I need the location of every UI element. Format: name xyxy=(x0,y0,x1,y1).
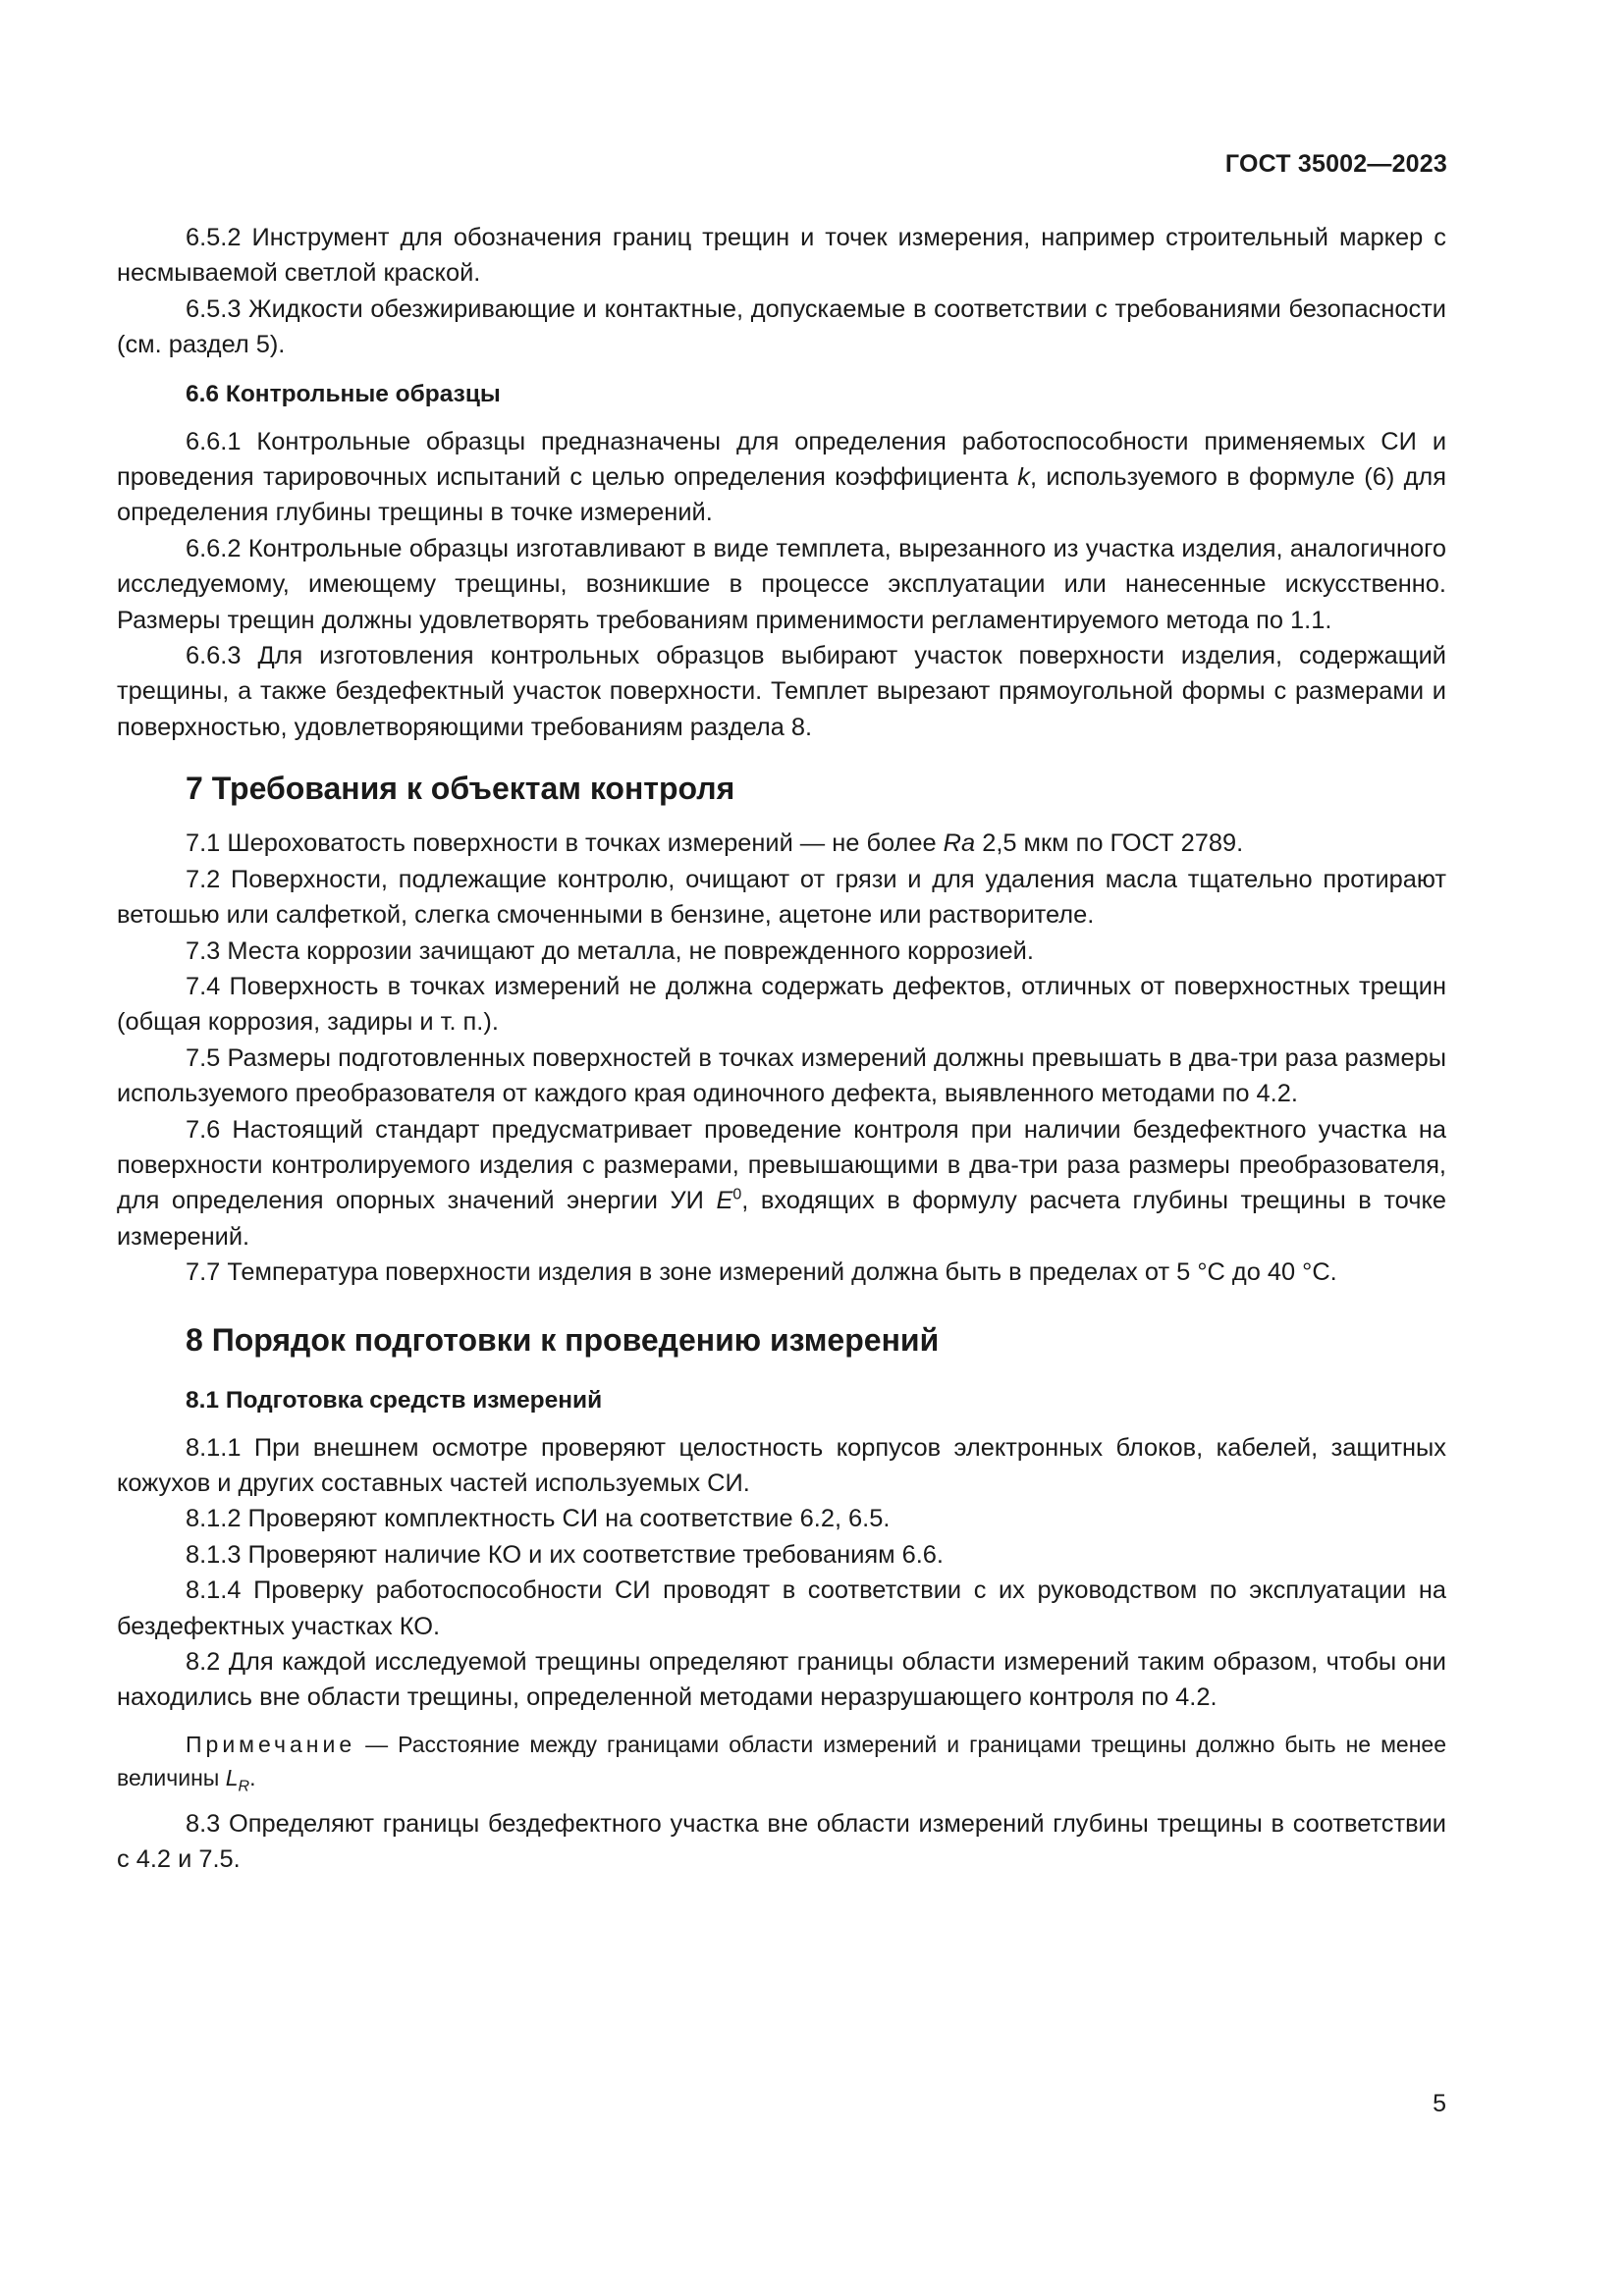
page-content xyxy=(117,220,1446,1878)
paragraph-8-3: 8.3 Определяют границы бездефектного участка вне области измерений глубины трещины в соответствии с 4.2 и 7.5. xyxy=(117,1809,1446,1874)
paragraph-7-7: 7.7 Температура поверхности изделия в зоне измерений должна быть в пределах от 5 °С до 40 °С. xyxy=(186,1258,1337,1287)
paragraph-6-5-2: 6.5.2 Инструмент для обозначения границ трещин и точек измерения, например строительный маркер с несмываемой светлой краской. xyxy=(117,224,1446,288)
paragraph-8-2: 8.2 Для каждой исследуемой трещины определяют границы области измерений таким образом, чтобы они находились вне области трещины, определенной методами неразрушающего контроля по 4.2. xyxy=(117,1648,1446,1712)
paragraph-8-1-2: 8.1.2 Проверяют комплектность СИ на соответствие 6.2, 6.5. xyxy=(186,1505,891,1533)
paragraph-7-4: 7.4 Поверхность в точках измерений не должна содержать дефектов, отличных от поверхностных трещин (общая коррозия, задиры и т. п.). xyxy=(117,972,1446,1037)
paragraph-7-5: 7.5 Размеры подготовленных поверхностей в точках измерений должны превышать в два-три раза размеры используемого преобразователя от каждого края одиночного дефекта, выявленного методами по 4.2. xyxy=(117,1043,1446,1108)
note-label: Примечание xyxy=(186,1731,356,1757)
paragraph-7-2: 7.2 Поверхности, подлежащие контролю, очищают от грязи и для удаления масла тщательно протирают ветошью или салфеткой, слегка смоченными в бензине, ацетоне или растворителе. xyxy=(117,865,1446,930)
paragraph-8-1-1: 8.1.1 При внешнем осмотре проверяют целостность корпусов электронных блоков, кабелей, защитных кожухов и других составных частей используемых СИ. xyxy=(117,1433,1446,1497)
paragraph-7-1: 7.1 Шероховатость поверхности в точках измерений — не более Ra 2,5 мкм по ГОСТ 2789. xyxy=(186,829,1244,858)
paragraph-6-5-3: 6.5.3 Жидкости обезжиривающие и контактные, допускаемые в соответствии с требованиями безопасности (см. раздел 5). xyxy=(117,294,1446,359)
paragraph-7-6: 7.6 Настоящий стандарт предусматривает проведение контроля при наличии бездефектного участка на поверхности контролируемого изделия с размерами, превышающими в два-три раза размеры преобразователя, для определения опорных значений энергии УИ $E^0$, входящих в формулу расчета глубины трещины в точке измерений. xyxy=(117,1115,1446,1251)
subsection-heading-8-1: 8.1 Подготовка средств измерений xyxy=(186,1386,603,1414)
subsection-heading-6-6: 6.6 Контрольные образцы xyxy=(186,380,501,407)
section-heading-7: 7 Требования к объектам контроля xyxy=(186,771,735,807)
page-number: 5 xyxy=(1433,2090,1446,2117)
section-heading-8: 8 Порядок подготовки к проведению измерений xyxy=(186,1321,940,1358)
paragraph-6-6-3: 6.6.3 Для изготовления контрольных образцов выбирают участок поверхности изделия, содержащий трещины, а также бездефектный участок поверхности. Темплет вырезают прямоугольной формы с размерами и поверхностью, удовлетворяющими требованиям раздела 8. xyxy=(117,642,1446,741)
paragraph-7-3: 7.3 Места коррозии зачищают до металла, не поврежденного коррозией. xyxy=(186,936,1034,965)
document-id-header: ГОСТ 35002—2023 xyxy=(1224,150,1447,178)
paragraph-8-1-4: 8.1.4 Проверку работоспособности СИ проводят в соответствии с их руководством по эксплуатации на бездефектных участках КО. xyxy=(117,1576,1446,1640)
note: Примечание — Расстояние между границами области измерений и границами трещины должно быть не менее величины $L_R$. xyxy=(117,1731,1446,1795)
paragraph-8-1-3: 8.1.3 Проверяют наличие КО и их соответствие требованиям 6.6. xyxy=(186,1540,944,1569)
paragraph-6-6-2: 6.6.2 Контрольные образцы изготавливают в виде темплета, вырезанного из участка изделия, аналогичного исследуемому, имеющему трещины, возникшие в процессе эксплуатации или нанесенные искусственно. Размеры трещин должны удовлетворять требованиям применимости регламентируемого метода по 1.1. xyxy=(117,534,1446,634)
paragraph-6-6-1: 6.6.1 Контрольные образцы предназначены для определения работоспособности применяемых СИ и проведения тарировочных испытаний с целью определения коэффициента k, используемого в формуле (6) для определения глубины трещины в точке измерений. xyxy=(117,427,1446,527)
